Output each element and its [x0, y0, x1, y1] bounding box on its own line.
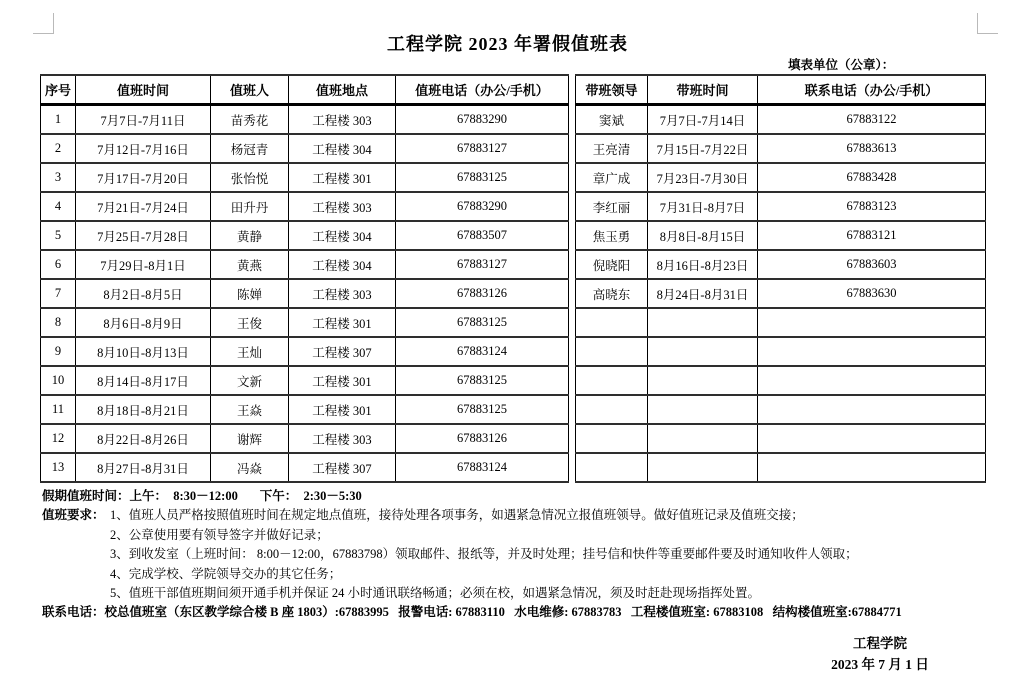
column-header: 值班人 [211, 75, 289, 105]
table-cell: 李红丽 [576, 192, 648, 221]
table-cell: 工程楼 307 [289, 337, 396, 366]
table-cell: 67883630 [758, 279, 986, 308]
table-cell: 67883507 [396, 221, 569, 250]
table-cell: 8 [41, 308, 76, 337]
table-cell [758, 308, 986, 337]
table-cell: 5 [41, 221, 76, 250]
table-cell: 工程楼 307 [289, 453, 396, 482]
table-cell: 工程楼 301 [289, 366, 396, 395]
table-cell: 9 [41, 337, 76, 366]
table-cell: 2 [41, 134, 76, 163]
table-row [41, 366, 569, 395]
table-cell: 杨冠青 [211, 134, 289, 163]
page-title: 工程学院 2023 年署假值班表 [387, 34, 628, 54]
header-row [576, 75, 986, 105]
table-cell: 7月7日-7月11日 [76, 105, 211, 135]
notes-section [42, 487, 997, 623]
header-row [41, 75, 569, 105]
requirement-item: 5、值班干部值班期间须开通手机并保证 24 小时通讯联络畅通；必须在校，如遇紧急情况，须及时赶赴现场指挥处置。 [110, 586, 761, 601]
table-cell: 黄燕 [211, 250, 289, 279]
table-cell [648, 337, 758, 366]
table-cell: 8月8日-8月15日 [648, 221, 758, 250]
duty-table [40, 74, 569, 483]
table-cell: 1 [41, 105, 76, 135]
duty-hours-line [42, 487, 997, 506]
column-header: 带班领导 [576, 75, 648, 105]
table-cell: 王灿 [211, 337, 289, 366]
table-cell: 田升丹 [211, 192, 289, 221]
table-row [576, 308, 986, 337]
table-row [576, 453, 986, 482]
requirement-item: 1、值班人员严格按照值班时间在规定地点值班，接待处理各项事务，如遇紧急情况立报值班领导。做好值班记录及值班交接； [110, 508, 804, 523]
table-cell: 苗秀花 [211, 105, 289, 135]
leader-table [575, 74, 986, 483]
table-cell: 章广成 [576, 163, 648, 192]
table-cell: 7月17日-7月20日 [76, 163, 211, 192]
table-cell: 67883127 [396, 134, 569, 163]
table-row [41, 424, 569, 453]
table-cell [758, 453, 986, 482]
table-row [41, 395, 569, 424]
column-header: 值班地点 [289, 75, 396, 105]
table-cell: 67883290 [396, 192, 569, 221]
table-cell: 67883125 [396, 163, 569, 192]
table-cell: 工程楼 301 [289, 163, 396, 192]
table-cell: 6 [41, 250, 76, 279]
contact-phones-text: 校总值班室（东区教学综合楼 B 座 1803）:67883995 报警电话: 67883110 水电维修: 67883783 工程楼值班室: 67883108 结构楼值班室:67884771 [104, 605, 902, 620]
leader-table-body [576, 105, 986, 483]
stamp-unit-label: 填表单位（公章）： [788, 58, 895, 72]
table-row [576, 192, 986, 221]
table-cell: 8月24日-8月31日 [648, 279, 758, 308]
table-row [41, 192, 569, 221]
table-cell: 8月2日-8月5日 [76, 279, 211, 308]
table-cell: 3 [41, 163, 76, 192]
table-cell: 8月22日-8月26日 [76, 424, 211, 453]
table-cell: 67883127 [396, 250, 569, 279]
table-row [41, 279, 569, 308]
table-cell [576, 453, 648, 482]
table-cell [648, 308, 758, 337]
duty-requirements-list [110, 506, 997, 603]
table-cell: 12 [41, 424, 76, 453]
table-cell: 67883290 [396, 105, 569, 135]
table-cell: 8月10日-8月13日 [76, 337, 211, 366]
table-cell: 冯焱 [211, 453, 289, 482]
table-cell: 10 [41, 366, 76, 395]
table-cell: 67883121 [758, 221, 986, 250]
duty-requirements-label: 值班要求： [42, 508, 105, 523]
table-cell: 8月18日-8月21日 [76, 395, 211, 424]
table-cell: 工程楼 301 [289, 308, 396, 337]
table-cell: 8月16日-8月23日 [648, 250, 758, 279]
table-cell: 67883124 [396, 337, 569, 366]
table-row [41, 308, 569, 337]
column-header: 值班电话（办公/手机） [396, 75, 569, 105]
signature-org: 工程学院 [853, 636, 907, 651]
table-cell [576, 395, 648, 424]
table-cell: 7月25日-7月28日 [76, 221, 211, 250]
table-cell [576, 424, 648, 453]
table-cell: 67883126 [396, 424, 569, 453]
table-cell [758, 395, 986, 424]
table-cell: 67883125 [396, 366, 569, 395]
requirement-item: 3、到收发室（上班时间： 8:00－12:00，67883798）领取邮件、报纸等，并及时处理；挂号信和快件等重要邮件要及时通知收件人领取； [110, 547, 858, 562]
table-cell: 67883122 [758, 105, 986, 135]
table-cell: 8月6日-8月9日 [76, 308, 211, 337]
table-cell: 王焱 [211, 395, 289, 424]
table-row [576, 134, 986, 163]
table-row [41, 453, 569, 482]
table-cell: 文新 [211, 366, 289, 395]
table-cell [576, 337, 648, 366]
table-cell: 工程楼 303 [289, 424, 396, 453]
table-cell: 11 [41, 395, 76, 424]
column-header: 带班时间 [648, 75, 758, 105]
table-cell: 67883428 [758, 163, 986, 192]
table-cell: 工程楼 303 [289, 105, 396, 135]
table-cell [758, 424, 986, 453]
requirement-item: 4、完成学校、学院领导交办的其它任务； [110, 566, 342, 581]
table-cell [648, 366, 758, 395]
table-cell: 黄静 [211, 221, 289, 250]
table-cell [758, 366, 986, 395]
table-cell: 7月23日-7月30日 [648, 163, 758, 192]
table-cell: 8月27日-8月31日 [76, 453, 211, 482]
table-row [576, 337, 986, 366]
signature-block [760, 633, 1000, 675]
column-header: 值班时间 [76, 75, 211, 105]
table-cell [648, 395, 758, 424]
table-cell [576, 366, 648, 395]
duty-table-body [41, 105, 569, 483]
table-cell: 窦斌 [576, 105, 648, 135]
contact-phones-line [42, 603, 997, 622]
table-cell: 7月29日-8月1日 [76, 250, 211, 279]
table-cell: 工程楼 304 [289, 250, 396, 279]
table-cell: 67883125 [396, 308, 569, 337]
table-cell: 7月21日-7月24日 [76, 192, 211, 221]
column-header: 序号 [41, 75, 76, 105]
table-cell: 7月12日-7月16日 [76, 134, 211, 163]
table-row [41, 221, 569, 250]
table-row [576, 105, 986, 135]
duty-hours-text: 上午： 8:30－12:00 下午： 2:30－5:30 [129, 489, 362, 503]
table-cell: 67883613 [758, 134, 986, 163]
table-cell: 高晓东 [576, 279, 648, 308]
table-cell: 67883124 [396, 453, 569, 482]
table-cell [648, 424, 758, 453]
table-cell: 67883126 [396, 279, 569, 308]
table-cell: 7月15日-7月22日 [648, 134, 758, 163]
table-cell: 工程楼 301 [289, 395, 396, 424]
table-cell [576, 308, 648, 337]
table-cell: 焦玉勇 [576, 221, 648, 250]
table-cell: 7 [41, 279, 76, 308]
table-row [576, 163, 986, 192]
table-cell: 张怡悦 [211, 163, 289, 192]
table-cell: 倪晓阳 [576, 250, 648, 279]
signature-date: 2023 年 7 月 1 日 [831, 657, 929, 672]
table-row [576, 424, 986, 453]
table-row [576, 221, 986, 250]
column-header: 联系电话（办公/手机） [758, 75, 986, 105]
table-cell: 工程楼 303 [289, 192, 396, 221]
table-cell: 王俊 [211, 308, 289, 337]
table-cell: 67883123 [758, 192, 986, 221]
table-cell: 工程楼 304 [289, 134, 396, 163]
table-row [41, 163, 569, 192]
table-cell: 13 [41, 453, 76, 482]
table-cell [758, 337, 986, 366]
table-cell: 谢辉 [211, 424, 289, 453]
table-row [41, 250, 569, 279]
table-cell [648, 453, 758, 482]
duty-requirements [42, 506, 997, 603]
table-cell: 8月14日-8月17日 [76, 366, 211, 395]
table-row [576, 250, 986, 279]
table-cell: 工程楼 304 [289, 221, 396, 250]
table-row [576, 279, 986, 308]
table-cell: 67883603 [758, 250, 986, 279]
table-cell: 陈婵 [211, 279, 289, 308]
table-row [576, 366, 986, 395]
table-cell: 7月7日-7月14日 [648, 105, 758, 135]
duty-table-header [41, 75, 569, 105]
table-cell: 4 [41, 192, 76, 221]
table-cell: 工程楼 303 [289, 279, 396, 308]
table-cell: 67883125 [396, 395, 569, 424]
table-row [41, 105, 569, 135]
duty-hours-label: 假期值班时间： [42, 489, 130, 503]
table-row [576, 395, 986, 424]
leader-table-header [576, 75, 986, 105]
contact-phones-label: 联系电话： [42, 605, 105, 620]
table-cell: 王亮清 [576, 134, 648, 163]
requirement-item: 2、公章使用要有领导签字并做好记录； [110, 527, 329, 542]
table-cell: 7月31日-8月7日 [648, 192, 758, 221]
table-row [41, 337, 569, 366]
table-row [41, 134, 569, 163]
